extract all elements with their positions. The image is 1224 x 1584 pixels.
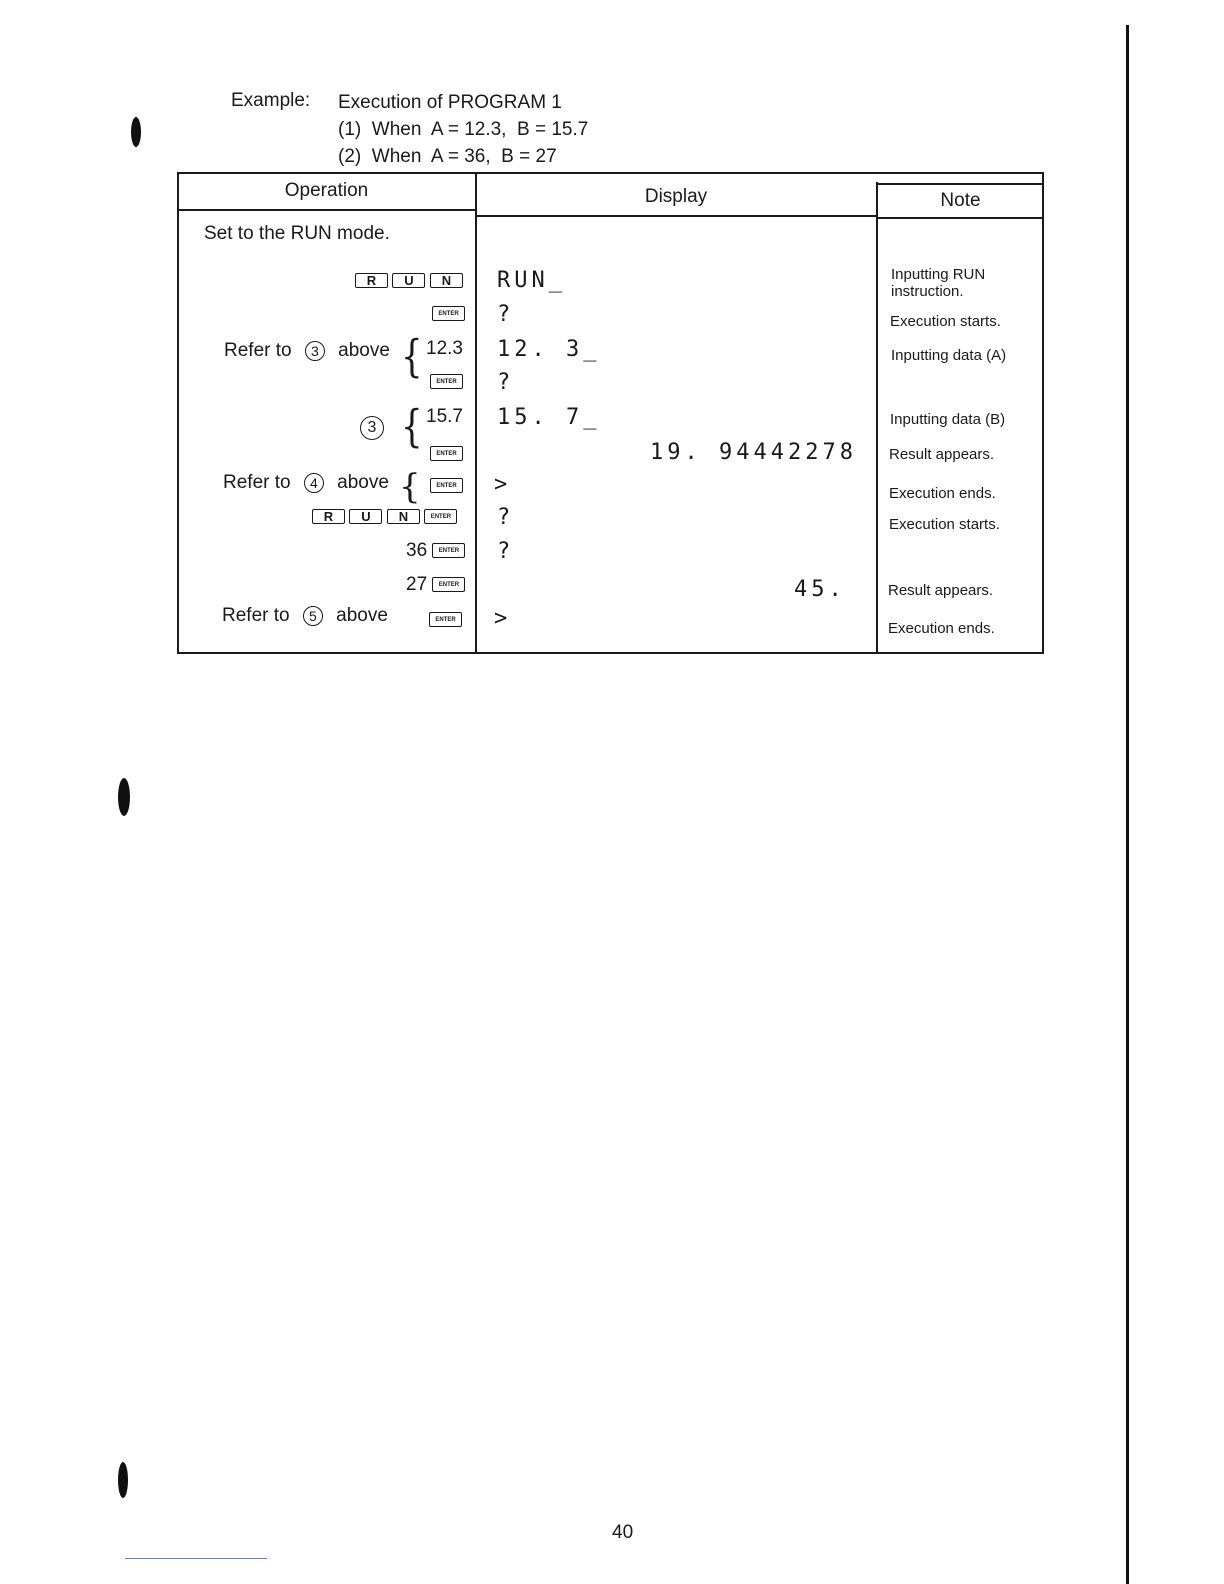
- display-prompt: ?: [497, 302, 515, 327]
- refer-to-text: Refer to: [223, 472, 291, 493]
- key-n: N: [430, 273, 463, 288]
- key-enter: ENTER: [432, 306, 465, 321]
- display-12-3: 12. 3_: [497, 337, 601, 362]
- column-divider: [475, 172, 477, 654]
- key-enter: ENTER: [424, 509, 457, 524]
- display-prompt: ?: [497, 370, 515, 395]
- display-end: >: [494, 606, 512, 631]
- note-result-appears: Result appears.: [889, 446, 995, 463]
- refer-to-4-label: [223, 472, 389, 494]
- display-prompt: ?: [497, 539, 515, 564]
- key-n: N: [387, 509, 420, 524]
- run-enter-keys-row: [312, 508, 457, 526]
- header-operation: Operation: [284, 180, 369, 201]
- refer-to-3-label: [224, 340, 390, 362]
- circled-3-large-wrap: [360, 416, 384, 440]
- header-divider: [476, 215, 877, 217]
- op-27-row: [406, 574, 465, 596]
- note-exec-starts: Execution starts.: [889, 516, 1000, 533]
- margin-blot: [118, 778, 130, 816]
- set-run-mode-text: Set to the RUN mode.: [204, 223, 390, 244]
- key-enter: ENTER: [429, 612, 462, 627]
- refer-to-text: Refer to: [224, 340, 292, 361]
- above-text: above: [336, 605, 388, 626]
- key-u: U: [392, 273, 425, 288]
- circled-4-icon: 4: [304, 473, 324, 493]
- op-value-27: 27: [406, 574, 428, 595]
- margin-blot: [131, 117, 141, 147]
- header-top-note: [877, 183, 1044, 185]
- display-end: >: [494, 472, 512, 497]
- example-case-2: (2) When A = 36, B = 27: [338, 146, 557, 167]
- header-note: Note: [940, 190, 981, 211]
- key-enter: ENTER: [430, 446, 463, 461]
- note-exec-ends: Execution ends.: [888, 620, 995, 637]
- op-value-15-7: 15.7: [426, 406, 463, 427]
- brace-icon: {: [401, 331, 423, 383]
- above-text: above: [337, 472, 389, 493]
- refer-to-5-label: [222, 605, 388, 627]
- margin-blot: [118, 1462, 128, 1498]
- brace-icon: {: [399, 467, 421, 507]
- note-exec-ends: Execution ends.: [889, 485, 996, 502]
- key-enter: ENTER: [432, 543, 465, 558]
- bottom-edge-mark: [125, 1558, 267, 1559]
- header-divider: [877, 217, 1044, 219]
- circled-5-icon: 5: [303, 606, 323, 626]
- op-value-36: 36: [406, 540, 428, 561]
- circled-3-icon: 3: [305, 341, 325, 361]
- circled-3-icon: 3: [360, 416, 384, 440]
- example-label: Example:: [231, 90, 311, 111]
- enter-key-row-1: [432, 305, 465, 323]
- example-case-1: (1) When A = 12.3, B = 15.7: [338, 119, 589, 140]
- display-run: RUN_: [497, 268, 566, 293]
- header-divider: [177, 209, 476, 211]
- run-keys-row: [355, 272, 463, 290]
- display-result-2: 45.: [794, 577, 846, 602]
- note-exec-starts: Execution starts.: [890, 313, 1001, 330]
- display-15-7: 15. 7_: [497, 405, 601, 430]
- op-value-12-3: 12.3: [426, 338, 463, 359]
- brace-icon: {: [401, 401, 423, 453]
- note-result-appears: Result appears.: [888, 582, 994, 599]
- page-number: 40: [612, 1522, 634, 1543]
- op-36-row: [406, 540, 465, 562]
- refer-to-text: Refer to: [222, 605, 290, 626]
- note-input-b: Inputting data (B): [890, 411, 1006, 428]
- key-r: R: [312, 509, 345, 524]
- column-divider: [876, 182, 878, 654]
- key-enter: ENTER: [432, 577, 465, 592]
- display-prompt: ?: [497, 505, 515, 530]
- note-input-a: Inputting data (A): [891, 347, 1007, 364]
- enter-key-row-5: [429, 611, 462, 629]
- display-result-1: 19. 94442278: [650, 440, 857, 465]
- key-u: U: [349, 509, 382, 524]
- enter-key-row-2: [430, 373, 463, 391]
- right-edge-line: [1126, 25, 1129, 1584]
- key-enter: ENTER: [430, 374, 463, 389]
- key-r: R: [355, 273, 388, 288]
- key-enter: ENTER: [430, 478, 463, 493]
- example-title: Execution of PROGRAM 1: [338, 92, 562, 113]
- above-text: above: [338, 340, 390, 361]
- header-display: Display: [644, 186, 708, 207]
- note-inputting-run: Inputting RUN instruction.: [891, 266, 986, 300]
- enter-key-row-3: [430, 445, 463, 463]
- enter-key-row-4: [430, 477, 463, 495]
